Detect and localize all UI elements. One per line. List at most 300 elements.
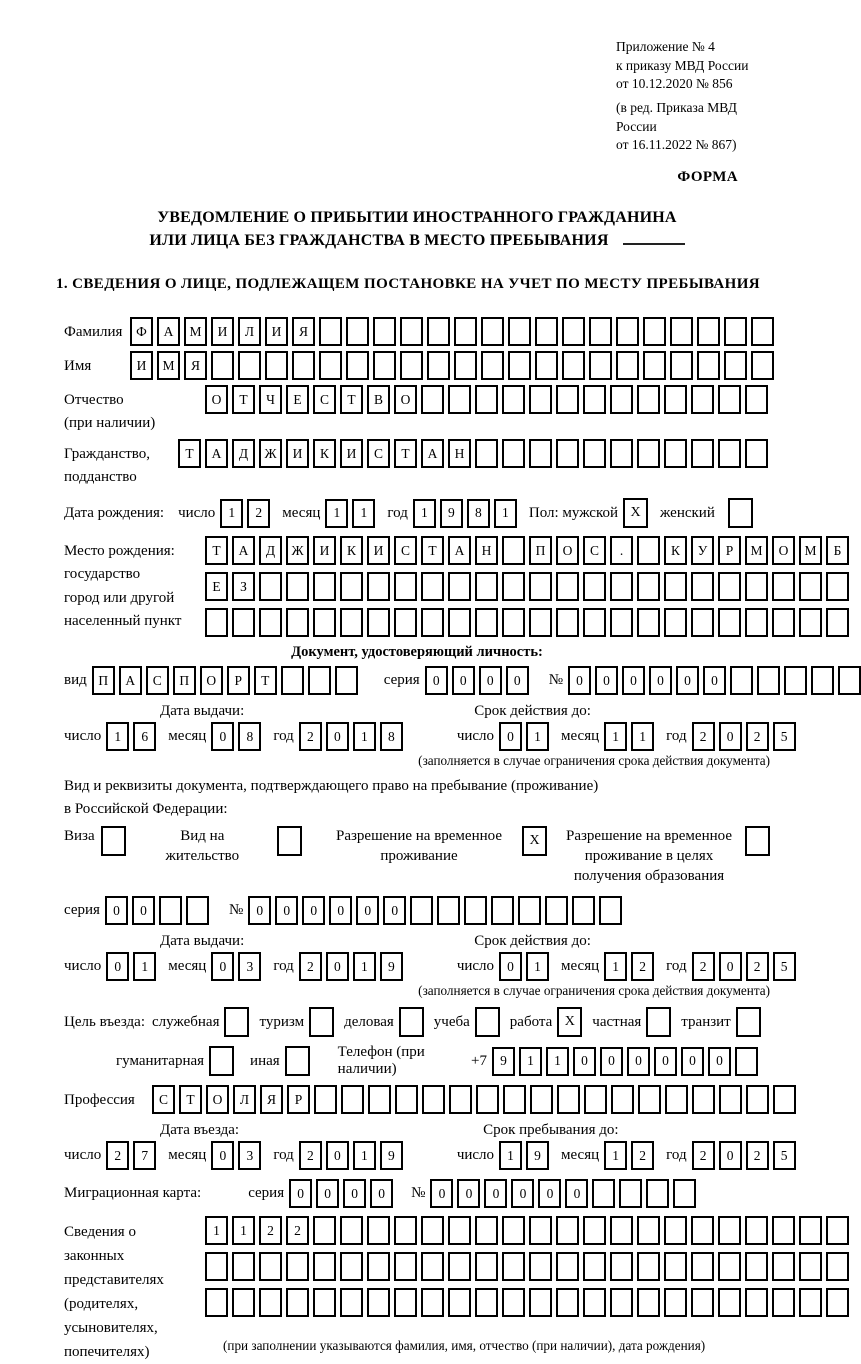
char-cell[interactable]	[583, 1288, 606, 1317]
char-cell[interactable]: Ж	[259, 439, 282, 468]
purpose-official-checkbox[interactable]	[224, 1007, 249, 1037]
char-cell[interactable]: 0	[499, 952, 522, 981]
char-cell[interactable]: 1	[205, 1216, 228, 1245]
female-checkbox[interactable]	[728, 498, 753, 528]
char-cell[interactable]: 0	[383, 896, 406, 925]
char-cell[interactable]	[545, 896, 568, 925]
char-cell[interactable]	[286, 1288, 309, 1317]
char-cell[interactable]	[481, 317, 504, 346]
char-cell[interactable]: 0	[600, 1047, 623, 1076]
char-cell[interactable]: 1	[546, 1047, 569, 1076]
char-cell[interactable]	[238, 351, 261, 380]
char-cell[interactable]	[422, 1085, 445, 1114]
char-cell[interactable]	[745, 572, 768, 601]
char-cell[interactable]	[427, 351, 450, 380]
char-cell[interactable]	[346, 351, 369, 380]
char-cell[interactable]	[340, 572, 363, 601]
char-cell[interactable]: И	[367, 536, 390, 565]
char-cell[interactable]	[421, 1288, 444, 1317]
char-cell[interactable]: 5	[773, 722, 796, 751]
char-cell[interactable]	[583, 1252, 606, 1281]
char-cell[interactable]	[448, 608, 471, 637]
char-cell[interactable]: 1	[526, 722, 549, 751]
char-cell[interactable]	[475, 1252, 498, 1281]
char-cell[interactable]	[502, 385, 525, 414]
char-cell[interactable]: 7	[133, 1141, 156, 1170]
char-cell[interactable]: 0	[627, 1047, 650, 1076]
char-cell[interactable]	[691, 1252, 714, 1281]
char-cell[interactable]: 0	[211, 722, 234, 751]
char-cell[interactable]: И	[340, 439, 363, 468]
char-cell[interactable]	[799, 1216, 822, 1245]
char-cell[interactable]: 0	[326, 952, 349, 981]
char-cell[interactable]: О	[205, 385, 228, 414]
char-cell[interactable]: А	[421, 439, 444, 468]
char-cell[interactable]	[826, 1288, 849, 1317]
char-cell[interactable]: Ч	[259, 385, 282, 414]
char-cell[interactable]: 2	[299, 722, 322, 751]
char-cell[interactable]: Е	[286, 385, 309, 414]
char-cell[interactable]	[610, 608, 633, 637]
char-cell[interactable]	[719, 1085, 742, 1114]
char-cell[interactable]	[664, 1288, 687, 1317]
char-cell[interactable]	[394, 608, 417, 637]
char-cell[interactable]	[556, 572, 579, 601]
char-cell[interactable]: Т	[394, 439, 417, 468]
char-cell[interactable]	[826, 1216, 849, 1245]
char-cell[interactable]	[400, 317, 423, 346]
char-cell[interactable]	[518, 896, 541, 925]
char-cell[interactable]	[502, 536, 525, 565]
char-cell[interactable]: 1	[519, 1047, 542, 1076]
char-cell[interactable]: 1	[526, 952, 549, 981]
char-cell[interactable]	[475, 439, 498, 468]
char-cell[interactable]	[308, 666, 331, 695]
char-cell[interactable]	[664, 439, 687, 468]
char-cell[interactable]	[637, 439, 660, 468]
char-cell[interactable]	[421, 1216, 444, 1245]
char-cell[interactable]: И	[313, 536, 336, 565]
char-cell[interactable]	[529, 1288, 552, 1317]
char-cell[interactable]: 0	[316, 1179, 339, 1208]
char-cell[interactable]	[718, 1288, 741, 1317]
char-cell[interactable]	[502, 608, 525, 637]
char-cell[interactable]	[367, 1288, 390, 1317]
char-cell[interactable]	[313, 1288, 336, 1317]
char-cell[interactable]	[205, 1288, 228, 1317]
char-cell[interactable]	[373, 317, 396, 346]
char-cell[interactable]: З	[232, 572, 255, 601]
char-cell[interactable]: 9	[526, 1141, 549, 1170]
char-cell[interactable]: 2	[299, 952, 322, 981]
char-cell[interactable]: 2	[746, 722, 769, 751]
char-cell[interactable]	[476, 1085, 499, 1114]
char-cell[interactable]: В	[367, 385, 390, 414]
char-cell[interactable]: 0	[211, 1141, 234, 1170]
char-cell[interactable]	[610, 1216, 633, 1245]
char-cell[interactable]	[335, 666, 358, 695]
char-cell[interactable]	[367, 572, 390, 601]
char-cell[interactable]: М	[799, 536, 822, 565]
char-cell[interactable]: 0	[370, 1179, 393, 1208]
char-cell[interactable]	[691, 1288, 714, 1317]
char-cell[interactable]: Т	[254, 666, 277, 695]
char-cell[interactable]: 0	[275, 896, 298, 925]
char-cell[interactable]	[691, 608, 714, 637]
char-cell[interactable]	[259, 1252, 282, 1281]
char-cell[interactable]: Т	[340, 385, 363, 414]
char-cell[interactable]: С	[152, 1085, 175, 1114]
char-cell[interactable]	[394, 1252, 417, 1281]
char-cell[interactable]	[346, 317, 369, 346]
char-cell[interactable]	[757, 666, 780, 695]
char-cell[interactable]: О	[200, 666, 223, 695]
char-cell[interactable]: 0	[595, 666, 618, 695]
char-cell[interactable]: 0	[568, 666, 591, 695]
char-cell[interactable]: 0	[649, 666, 672, 695]
char-cell[interactable]: 8	[238, 722, 261, 751]
char-cell[interactable]: 0	[457, 1179, 480, 1208]
char-cell[interactable]: Б	[826, 536, 849, 565]
char-cell[interactable]: 3	[238, 1141, 261, 1170]
char-cell[interactable]	[259, 608, 282, 637]
char-cell[interactable]	[746, 1085, 769, 1114]
char-cell[interactable]	[610, 572, 633, 601]
char-cell[interactable]	[610, 385, 633, 414]
char-cell[interactable]: 2	[106, 1141, 129, 1170]
char-cell[interactable]	[664, 385, 687, 414]
char-cell[interactable]	[670, 317, 693, 346]
char-cell[interactable]	[535, 317, 558, 346]
char-cell[interactable]	[529, 1252, 552, 1281]
char-cell[interactable]	[340, 1288, 363, 1317]
char-cell[interactable]	[448, 1252, 471, 1281]
char-cell[interactable]	[232, 1288, 255, 1317]
char-cell[interactable]	[556, 1288, 579, 1317]
char-cell[interactable]: М	[157, 351, 180, 380]
char-cell[interactable]	[437, 896, 460, 925]
char-cell[interactable]: 2	[692, 1141, 715, 1170]
char-cell[interactable]: 2	[692, 952, 715, 981]
char-cell[interactable]: Е	[205, 572, 228, 601]
char-cell[interactable]	[799, 572, 822, 601]
char-cell[interactable]: Д	[232, 439, 255, 468]
char-cell[interactable]: С	[146, 666, 169, 695]
char-cell[interactable]	[826, 608, 849, 637]
char-cell[interactable]	[583, 608, 606, 637]
char-cell[interactable]	[724, 351, 747, 380]
char-cell[interactable]	[751, 317, 774, 346]
char-cell[interactable]: 0	[506, 666, 529, 695]
char-cell[interactable]	[691, 1216, 714, 1245]
char-cell[interactable]	[610, 1288, 633, 1317]
char-cell[interactable]: 1	[325, 499, 348, 528]
char-cell[interactable]: 0	[654, 1047, 677, 1076]
char-cell[interactable]: П	[92, 666, 115, 695]
char-cell[interactable]	[286, 572, 309, 601]
char-cell[interactable]	[211, 351, 234, 380]
char-cell[interactable]: 0	[573, 1047, 596, 1076]
char-cell[interactable]	[664, 1252, 687, 1281]
char-cell[interactable]: 1	[232, 1216, 255, 1245]
char-cell[interactable]: 0	[452, 666, 475, 695]
char-cell[interactable]: 0	[484, 1179, 507, 1208]
char-cell[interactable]	[281, 666, 304, 695]
char-cell[interactable]: 0	[302, 896, 325, 925]
purpose-humanitarian-checkbox[interactable]	[209, 1046, 234, 1076]
char-cell[interactable]: 1	[353, 1141, 376, 1170]
char-cell[interactable]: 0	[329, 896, 352, 925]
char-cell[interactable]	[562, 351, 585, 380]
char-cell[interactable]	[784, 666, 807, 695]
char-cell[interactable]: Р	[227, 666, 250, 695]
char-cell[interactable]	[583, 439, 606, 468]
char-cell[interactable]	[826, 1252, 849, 1281]
char-cell[interactable]: 2	[631, 952, 654, 981]
char-cell[interactable]	[259, 572, 282, 601]
char-cell[interactable]	[502, 572, 525, 601]
char-cell[interactable]	[616, 317, 639, 346]
purpose-study-checkbox[interactable]	[475, 1007, 500, 1037]
char-cell[interactable]	[319, 317, 342, 346]
char-cell[interactable]: 2	[746, 1141, 769, 1170]
char-cell[interactable]: 1	[220, 499, 243, 528]
char-cell[interactable]	[448, 1288, 471, 1317]
purpose-business-checkbox[interactable]	[399, 1007, 424, 1037]
char-cell[interactable]	[637, 1288, 660, 1317]
visa-checkbox[interactable]	[101, 826, 126, 856]
char-cell[interactable]	[616, 351, 639, 380]
char-cell[interactable]: И	[265, 317, 288, 346]
char-cell[interactable]	[186, 896, 209, 925]
temp-residence-checkbox[interactable]: X	[522, 826, 547, 856]
char-cell[interactable]	[697, 317, 720, 346]
char-cell[interactable]	[205, 1252, 228, 1281]
char-cell[interactable]	[491, 896, 514, 925]
purpose-tourism-checkbox[interactable]	[309, 1007, 334, 1037]
char-cell[interactable]	[643, 351, 666, 380]
char-cell[interactable]	[475, 1288, 498, 1317]
char-cell[interactable]	[448, 385, 471, 414]
char-cell[interactable]: С	[367, 439, 390, 468]
char-cell[interactable]	[718, 572, 741, 601]
char-cell[interactable]	[691, 572, 714, 601]
char-cell[interactable]: 0	[425, 666, 448, 695]
char-cell[interactable]	[799, 608, 822, 637]
char-cell[interactable]: 0	[719, 1141, 742, 1170]
char-cell[interactable]: 1	[494, 499, 517, 528]
char-cell[interactable]	[638, 1085, 661, 1114]
char-cell[interactable]: 0	[703, 666, 726, 695]
char-cell[interactable]	[313, 1216, 336, 1245]
char-cell[interactable]	[394, 1288, 417, 1317]
char-cell[interactable]	[745, 1288, 768, 1317]
char-cell[interactable]	[368, 1085, 391, 1114]
char-cell[interactable]: Р	[287, 1085, 310, 1114]
char-cell[interactable]: .	[610, 536, 633, 565]
char-cell[interactable]	[292, 351, 315, 380]
char-cell[interactable]	[637, 572, 660, 601]
char-cell[interactable]	[475, 1216, 498, 1245]
char-cell[interactable]: 1	[353, 952, 376, 981]
char-cell[interactable]	[529, 572, 552, 601]
char-cell[interactable]	[265, 351, 288, 380]
char-cell[interactable]	[691, 439, 714, 468]
char-cell[interactable]	[646, 1179, 669, 1208]
char-cell[interactable]	[159, 896, 182, 925]
char-cell[interactable]	[449, 1085, 472, 1114]
char-cell[interactable]	[730, 666, 753, 695]
char-cell[interactable]	[637, 536, 660, 565]
char-cell[interactable]	[592, 1179, 615, 1208]
char-cell[interactable]	[394, 1216, 417, 1245]
char-cell[interactable]	[503, 1085, 526, 1114]
char-cell[interactable]	[313, 572, 336, 601]
char-cell[interactable]	[341, 1085, 364, 1114]
char-cell[interactable]	[583, 1216, 606, 1245]
char-cell[interactable]: А	[205, 439, 228, 468]
char-cell[interactable]: 2	[247, 499, 270, 528]
char-cell[interactable]: М	[184, 317, 207, 346]
char-cell[interactable]: С	[313, 385, 336, 414]
char-cell[interactable]	[502, 439, 525, 468]
char-cell[interactable]: 1	[413, 499, 436, 528]
char-cell[interactable]	[314, 1085, 337, 1114]
char-cell[interactable]: Я	[260, 1085, 283, 1114]
char-cell[interactable]	[556, 439, 579, 468]
char-cell[interactable]: Т	[421, 536, 444, 565]
char-cell[interactable]: 0	[326, 1141, 349, 1170]
char-cell[interactable]	[502, 1288, 525, 1317]
char-cell[interactable]	[562, 317, 585, 346]
char-cell[interactable]: 1	[106, 722, 129, 751]
char-cell[interactable]	[340, 1216, 363, 1245]
char-cell[interactable]: 1	[499, 1141, 522, 1170]
char-cell[interactable]: Р	[718, 536, 741, 565]
char-cell[interactable]	[718, 439, 741, 468]
char-cell[interactable]: 2	[286, 1216, 309, 1245]
char-cell[interactable]: К	[664, 536, 687, 565]
char-cell[interactable]	[772, 608, 795, 637]
char-cell[interactable]	[772, 1252, 795, 1281]
purpose-work-checkbox[interactable]: X	[557, 1007, 582, 1037]
char-cell[interactable]: У	[691, 536, 714, 565]
char-cell[interactable]	[421, 385, 444, 414]
char-cell[interactable]: 0	[343, 1179, 366, 1208]
char-cell[interactable]	[637, 608, 660, 637]
char-cell[interactable]	[745, 385, 768, 414]
char-cell[interactable]	[286, 1252, 309, 1281]
char-cell[interactable]	[556, 385, 579, 414]
char-cell[interactable]: И	[211, 317, 234, 346]
char-cell[interactable]	[530, 1085, 553, 1114]
purpose-other-checkbox[interactable]	[285, 1046, 310, 1076]
char-cell[interactable]	[599, 896, 622, 925]
char-cell[interactable]: М	[745, 536, 768, 565]
char-cell[interactable]: 2	[259, 1216, 282, 1245]
char-cell[interactable]	[610, 1252, 633, 1281]
char-cell[interactable]: И	[130, 351, 153, 380]
char-cell[interactable]: 6	[133, 722, 156, 751]
char-cell[interactable]	[373, 351, 396, 380]
char-cell[interactable]	[670, 351, 693, 380]
char-cell[interactable]: 0	[538, 1179, 561, 1208]
char-cell[interactable]: А	[232, 536, 255, 565]
char-cell[interactable]	[340, 608, 363, 637]
char-cell[interactable]: 0	[565, 1179, 588, 1208]
char-cell[interactable]: 9	[380, 1141, 403, 1170]
char-cell[interactable]	[475, 572, 498, 601]
char-cell[interactable]: П	[173, 666, 196, 695]
char-cell[interactable]: 0	[681, 1047, 704, 1076]
char-cell[interactable]: 9	[492, 1047, 515, 1076]
char-cell[interactable]	[665, 1085, 688, 1114]
char-cell[interactable]: 0	[719, 952, 742, 981]
char-cell[interactable]: С	[583, 536, 606, 565]
char-cell[interactable]	[724, 317, 747, 346]
char-cell[interactable]: 1	[604, 722, 627, 751]
char-cell[interactable]	[313, 608, 336, 637]
char-cell[interactable]	[394, 572, 417, 601]
char-cell[interactable]: С	[394, 536, 417, 565]
char-cell[interactable]: О	[206, 1085, 229, 1114]
char-cell[interactable]	[400, 351, 423, 380]
char-cell[interactable]: Т	[179, 1085, 202, 1114]
char-cell[interactable]	[475, 608, 498, 637]
char-cell[interactable]	[745, 608, 768, 637]
char-cell[interactable]: 0	[719, 722, 742, 751]
char-cell[interactable]	[340, 1252, 363, 1281]
char-cell[interactable]: 5	[773, 952, 796, 981]
char-cell[interactable]: Ж	[286, 536, 309, 565]
char-cell[interactable]: К	[340, 536, 363, 565]
char-cell[interactable]: Л	[238, 317, 261, 346]
char-cell[interactable]	[772, 1288, 795, 1317]
char-cell[interactable]	[745, 1216, 768, 1245]
char-cell[interactable]	[367, 1252, 390, 1281]
char-cell[interactable]: 0	[622, 666, 645, 695]
char-cell[interactable]	[637, 1216, 660, 1245]
char-cell[interactable]: Н	[448, 439, 471, 468]
char-cell[interactable]: 5	[773, 1141, 796, 1170]
char-cell[interactable]: Т	[232, 385, 255, 414]
char-cell[interactable]	[205, 608, 228, 637]
char-cell[interactable]	[529, 439, 552, 468]
char-cell[interactable]	[772, 572, 795, 601]
char-cell[interactable]: 0	[430, 1179, 453, 1208]
char-cell[interactable]: К	[313, 439, 336, 468]
char-cell[interactable]	[421, 572, 444, 601]
char-cell[interactable]	[664, 572, 687, 601]
char-cell[interactable]: Д	[259, 536, 282, 565]
char-cell[interactable]	[395, 1085, 418, 1114]
char-cell[interactable]: 0	[248, 896, 271, 925]
char-cell[interactable]	[664, 608, 687, 637]
char-cell[interactable]	[799, 1288, 822, 1317]
char-cell[interactable]	[421, 608, 444, 637]
char-cell[interactable]: 1	[133, 952, 156, 981]
char-cell[interactable]	[751, 351, 774, 380]
char-cell[interactable]	[664, 1216, 687, 1245]
char-cell[interactable]	[589, 351, 612, 380]
char-cell[interactable]	[464, 896, 487, 925]
char-cell[interactable]	[583, 385, 606, 414]
char-cell[interactable]: И	[286, 439, 309, 468]
char-cell[interactable]	[735, 1047, 758, 1076]
temp-residence-edu-checkbox[interactable]	[745, 826, 770, 856]
char-cell[interactable]	[259, 1288, 282, 1317]
char-cell[interactable]: О	[394, 385, 417, 414]
